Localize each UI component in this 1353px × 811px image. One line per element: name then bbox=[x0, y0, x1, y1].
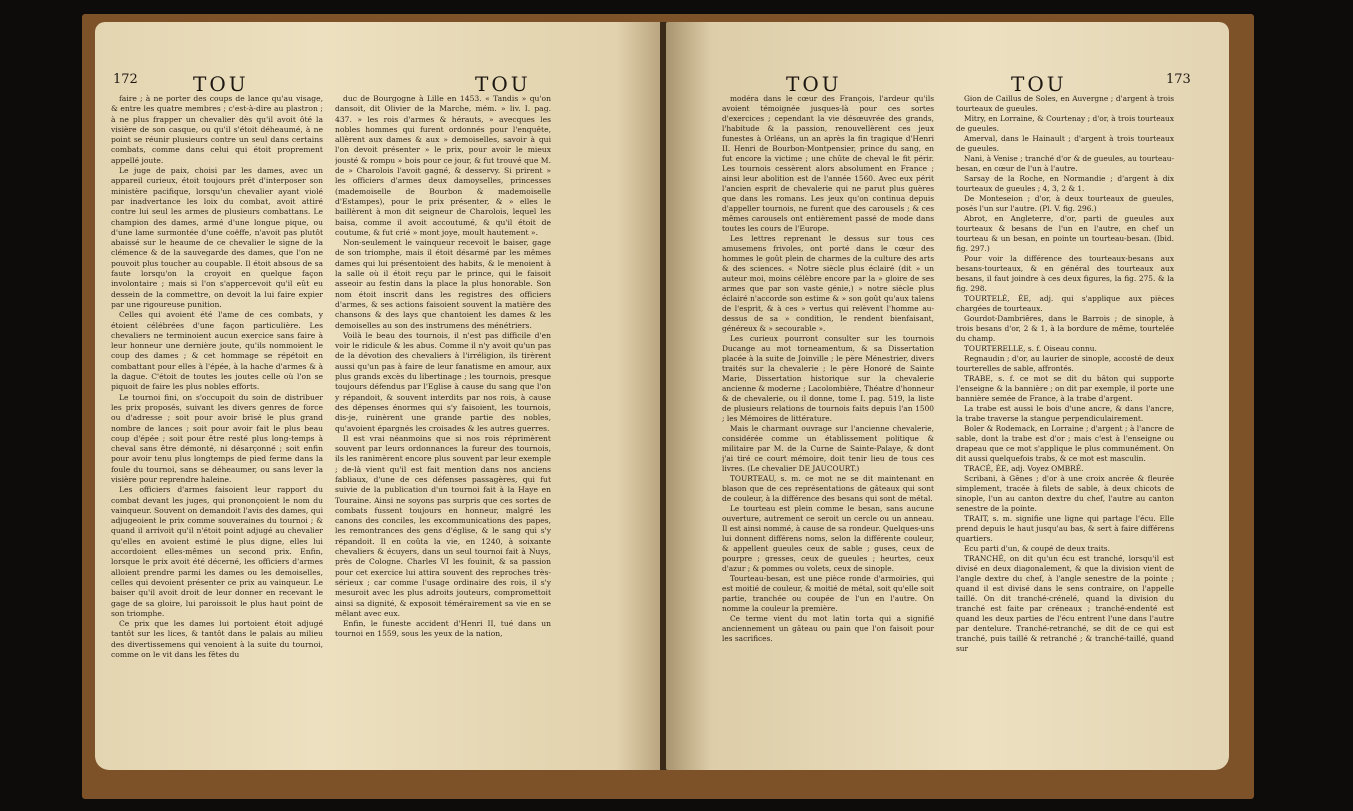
paragraph: Boler & Rodemack, en Lorraine ; d'argent ; à l'ancre de sable, dont la trabe est d'or ; mais c'est à l'enseigne ou drapeau que ce mot s'applique le plus communément. On dit aussi quelquefois trabs, & ce mot est masculin. bbox=[956, 424, 1174, 463]
paragraph: Pour voir la différence des tourteaux-besans aux besans-tourteaux, & en général des tourteaux aux besans, il faut joindre à ces deux figures, la fig. 275. & la fig. 298. bbox=[956, 254, 1174, 293]
paragraph: TOURTELÉ, ÉE, adj. qui s'applique aux pièces chargées de tourteaux. bbox=[956, 294, 1174, 313]
paragraph: Gion de Caillus de Soles, en Auvergne ; d'argent à trois tourteaux de gueules. bbox=[956, 94, 1174, 113]
paragraph: Nani, à Venise ; tranché d'or & de gueules, au tourteau-besan, en cœur de l'un à l'autre. bbox=[956, 154, 1174, 173]
running-head-column: TOU bbox=[475, 72, 531, 96]
paragraph: Gourdot-Dambriêres, dans le Barrois ; de sinople, à trois besans d'or, 2 & 1, à la bordure de même, tourtelée du champ. bbox=[956, 314, 1174, 343]
paragraph: Le tourteau est plein comme le besan, sans aucune ouverture, autrement ce seroit un cercle ou un anneau. Il est ainsi nommé, à cause de sa rondeur. Quelques-uns lui donnent différens noms, selon la différente couleur, & appellent gueules ceux de sable ; guses, ceux de pourpre ; gresses, ceux de gueules ; heurtes, ceux d'azur ; & pommes ou volets, ceux de sinople. bbox=[722, 504, 934, 573]
paragraph: Il est vrai néanmoins que si nos rois réprimèrent souvent par leurs ordonnances la fureur des tournois, ils les ranimèrent encore plus souvent par leur exemple ; de-là vient qu'il est fait mention dans nos anciens fabliaux, d'une de ces défenses passagères, qui fut suivie de la publication d'un tournoi fait à la Haye en Touraine. Ainsi ne soyons pas surpris que ces sortes de combats fussent toujours en honneur, malgré les canons des conciles, les excommunications des papes, les remontrances des gens d'église, & le sang qui s'y répandoit. Il en coûta la vie, en 1240, à soixante chevaliers & écuyers, dans un seul tournoi fait à Nuys, près de Cologne. Charles VI les fouinit, & sa passion pour cet exercice lui attira souvent des reproches très-sérieux ; car comme l'usage ordinaire des rois, il s'y mesuroit avec les plus adroits jouteurs, compromettoit ainsi sa dignité, & exposoit témérairement sa vie en se mêlant avec eux. bbox=[335, 433, 551, 618]
text-column-1 bbox=[111, 94, 323, 734]
paragraph: TOURTERELLE, s. f. Oiseau connu. bbox=[964, 344, 1097, 353]
text-column-1 bbox=[722, 94, 934, 734]
running-head: TOU bbox=[193, 72, 249, 96]
paragraph: Le juge de paix, choisi par les dames, avec un appareil curieux, étoit toujours prêt d'interposer son ministère pacifique, lorsqu'un chevalier ayant violé par inadvertance les loix du combat, avoit attiré contre lui seul les armes de plusieurs combattans. Le champion des dames, armé d'une longue pique, ou d'une lame surmontée d'une coëffe, n'avoit pas plutôt abaissé sur le heaume de ce chevalier le signe de la clémence & de la sauvegarde des dames, que l'on ne pouvoit plus toucher au coupable. Il étoit absous de sa faute lorsqu'on la croyoit en quelque façon involontaire ; mais si l'on s'appercevoit qu'il eût eu dessein de la commettre, on devoit la lui faire expier par une rigoureuse punition. bbox=[111, 166, 323, 309]
paragraph: Non-seulement le vainqueur recevoit le baiser, gage de son triomphe, mais il étoit désarmé par les mêmes dames qui lui présentoient des habits, & le menoient à la salle où il étoit reçu par le prince, qui le faisoit asseoir au festin dans la place la plus honorable. Son nom étoit inscrit dans les registres des officiers d'armes, & ses actions faisoient souvent la matière des chansons & des lays que chantoient les dames & les demoiselles au son des instrumens des ménétriers. bbox=[335, 238, 551, 330]
text-column-2 bbox=[335, 94, 551, 734]
left-page bbox=[95, 22, 662, 770]
paragraph: Mitry, en Lorraine, & Courtenay ; d'or, à trois tourteaux de gueules. bbox=[956, 114, 1174, 133]
paragraph: La trabe est aussi le bois d'une ancre, & dans l'ancre, la trabe traverse la stangue perpendiculairement. bbox=[956, 404, 1174, 423]
paragraph: Celles qui avoient été l'ame de ces combats, y étoient célébrées d'une façon particulière. Les chevaliers ne terminoient aucun exercice sans faire à leur honneur une dernière joute, qu'ils nommoient le coup des dames ; & cet hommage se répétoit en combattant pour elles à l'épée, à la hache d'armes & à la dague. C'étoit de toutes les joutes celle où l'on se piquoit de faire les plus nobles efforts. bbox=[111, 310, 323, 392]
paragraph: Scribani, à Gênes ; d'or à une croix ancrée & fleurée simplement, tracée à filets de sable, à deux chicots de sinople, l'un au canton dextre du chef, l'autre au canton senestre de la pointe. bbox=[956, 474, 1174, 513]
running-head: TOU bbox=[1011, 72, 1067, 96]
right-page bbox=[666, 22, 1229, 770]
paragraph: TRABE, s. f. ce mot se dit du bâton qui supporte l'enseigne & la bannière ; on dit par exemple, il porte une bannière semée de France, à la trabe d'argent. bbox=[956, 374, 1174, 403]
paragraph: Les officiers d'armes faisoient leur rapport du combat devant les juges, qui prononçoient le nom du vainqueur. Souvent on demandoit l'avis des dames, qui adjugeoient le prix comme souveraines du tournoi ; & quand il arrivoit qu'il n'étoit point adjugé au chevalier qu'elles en avoient estimé le plus digne, elles lui accordoient elles-mêmes un second prix. Enfin, lorsque le prix avoit été décerné, les officiers d'armes alloient prendre parmi les dames ou les demoiselles, celles qui devoient présenter ce prix au vainqueur. Le baiser qu'il avoit droit de leur donner en recevant le gage de sa gloire, lui paroissoit le plus haut point de son triomphe. bbox=[111, 485, 323, 618]
paragraph: Voilà le beau des tournois, il n'est pas difficile d'en voir le ridicule & les abus. Comme il n'y avoit qu'un pas de la dévotion des chevaliers à l'irréligion, ils tirèrent aussi qu'un pas à faire de leur fanatisme en amour, aux plus grands excès du libertinage ; les tournois, presque toujours défendus par l'Eglise à cause du sang que l'on y répandoit, & souvent interdits par nos rois, à cause des dépenses énormes qui s'y faisoient, les tournois, dis-je, ruinèrent une grande partie des nobles, qu'avoient épargnés les croisades & les autres guerres. bbox=[335, 330, 551, 433]
paragraph: Tourteau-besan, est une pièce ronde d'armoiries, qui est moitié de couleur, & moitié de métal, soit qu'elle soit partie, tranchée ou coupée de l'un en l'autre. On nomme la couleur la première. bbox=[722, 574, 934, 613]
paragraph: Ce terme vient du mot latin torta qui a signifié anciennement un gâteau ou pain que l'on faisoit pour les sacrifices. bbox=[722, 614, 934, 643]
page-number: 173 bbox=[1166, 72, 1191, 87]
paragraph: Ce prix que les dames lui portoient étoit adjugé tantôt sur les lices, & tantôt dans le palais au milieu des divertissemens qui venoient à la suite du tournoi, comme on le vit dans les fêtes du bbox=[111, 619, 323, 660]
paragraph: Amerval, dans le Hainault ; d'argent à trois tourteaux de gueules. bbox=[956, 134, 1174, 153]
paragraph: De Monteseion ; d'or, à deux tourteaux de gueules, posés l'un sur l'autre. (Pl. V. fig. 296.) bbox=[956, 194, 1174, 213]
paragraph: Les lettres reprenant le dessus sur tous ces amusemens frivoles, ont porté dans le cœur des hommes le goût plein de charmes de la culture des arts & des sciences. « Notre siècle plus éclairé (dit » un auteur moi, moins célèbre encore par la » gloire de ses armes que par son vaste génie,) » notre siècle plus éclairé n'accorde son estime & » son goût qu'aux talens de l'esprit, & à ces » vertus qui relèvent l'homme au-dessus de sa » condition, le rendent bienfaisant, généreux & » secourable ». bbox=[722, 234, 934, 333]
paragraph: Mais le charmant ouvrage sur l'ancienne chevalerie, considérée comme un établissement politique & militaire par M. de la Curne de Sainte-Palaye, & dont j'ai tiré ce court mémoire, doit tenir lieu de tous ces livres. (Le chevalier DE JAUCOURT.) bbox=[722, 424, 934, 473]
paragraph: TRAIT, s. m. signifie une ligne qui partage l'écu. Elle prend depuis le haut jusqu'au bas, & sert à faire différens quartiers. bbox=[956, 514, 1174, 543]
paragraph: Le tournoi fini, on s'occupoit du soin de distribuer les prix proposés, suivant les divers genres de force ou d'adresse ; soit pour avoir brisé le plus grand nombre de lances ; soit pour avoir fait le plus beau coup d'épée ; soit pour être resté plus long-temps à cheval sans être démonté, ni désarçonné ; soit enfin pour avoir tenu plus longtemps de pied ferme dans la foule du tournoi, sans se déheaumer, ou sans lever la visière pour reprendre haleine. bbox=[111, 392, 323, 484]
paragraph: Regnaudin ; d'or, au laurier de sinople, accosté de deux tourterelles de sable, affrontés. bbox=[956, 354, 1174, 373]
text-column-2 bbox=[956, 94, 1174, 734]
paragraph: Abrot, en Angleterre, d'or, parti de gueules aux tourteaux & besans de l'un en l'autre, en chef un tourteau & un besan, en pointe un tourteau-besan. (Ibid. fig. 297.) bbox=[956, 214, 1174, 253]
paragraph: faire ; à ne porter des coups de lance qu'au visage, & entre les quatre membres ; c'est-à-dire au plastron ; à ne plus frapper un chevalier dès qu'il avoit ôté la visière de son casque, ou qu'il s'étoit déheaumé, à ne point se réunir plusieurs contre un seul dans certains combats, comme dans celui qui étoit proprement appellé joute. bbox=[111, 94, 323, 165]
running-head-column: TOU bbox=[786, 72, 842, 96]
page-number: 172 bbox=[113, 72, 138, 87]
paragraph: Les curieux pourront consulter sur les tournois Ducange au mot torneamentum, & sa Dissertation placée à la suite de Joinville ; le père Ménestrier, divers traités sur la chevalerie ; le père Honoré de Sainte Marie, Dissertation historique sur la chevalerie ancienne & moderne ; Lacolombière, Théatre d'honneur & de chevalerie, ou il donne, tome I. pag. 519, la liste de plusieurs relations de tournois faits depuis l'an 1500 ; les Mémoires de littérature. bbox=[722, 334, 934, 423]
paragraph: TRACÉ, ÉE, adj. Voyez OMBRÉ. bbox=[964, 464, 1084, 473]
paragraph: modéra dans le cœur des François, l'ardeur qu'ils avoient témoignée jusques-là pour ces sortes d'exercices ; cependant la vie désœuvrée des grands, l'habitude & la passion, renouvellèrent ces jeux funestes à Orléans, un an après la fin tragique d'Henri II. Henri de Bourbon-Montpensier, prince du sang, en fut encore la victime ; une chûte de cheval le fit périr. Les tournois cessèrent alors absolument en France ; ainsi leur abolition est de l'année 1560. Avec eux périt l'ancien esprit de chevalerie qui ne parut plus guères que dans les romans. Les jeux qu'on continua depuis d'appeller tournois, ne furent que des carousels ; & ces mêmes carousels ont entièrement passé de mode dans toutes les cours de l'Europe. bbox=[722, 94, 934, 233]
paragraph: duc de Bourgogne à Lille en 1453. « Tandis » qu'on dansoit, dit Olivier de la Marche, mém. » liv. I. pag. 437. » les rois d'armes & hérauts, » avecques les nobles hommes qui furent ordonnés pour l'enquête, allèrent aux dames & aux » demoiselles, savoir à qui l'on devoit présenter » le prix, pour avoir le mieux jousté & rompu » bois pour ce jour, & fut trouvé que M. de » Charolois l'avoit gagné, & desservy. Si prirent » les officiers d'armes deux damoyselles, princesses (mademoiselle de Bourbon & mademoiselle d'Estampes), pour le prix présenter, & » elles le baillèrent à mon dit seigneur de Charolois, lequel les baisa, comme il avoit accoutumé, & qu'il étoit de coutume, & fut crié » mont joye, moult hautement ». bbox=[335, 94, 551, 237]
paragraph: Sarsay de la Roche, en Normandie ; d'argent à dix tourteaux de gueules ; 4, 3, 2 & 1. bbox=[956, 174, 1174, 193]
paragraph: Enfin, le funeste accident d'Henri II, tué dans un tournoi en 1559, sous les yeux de la nation, bbox=[335, 619, 551, 639]
paragraph: TOURTEAU, s. m. ce mot ne se dit maintenant en blason que de ces représentations de gâteaux qui sont de couleur, à la différence des besans qui sont de métal. bbox=[722, 474, 934, 503]
paragraph: TRANCHÉ, on dit qu'un écu est tranché, lorsqu'il est divisé en deux diagonalement, & que la division vient de l'angle dextre du chef, à l'angle senestre de la pointe ; quand il est divisé dans le sens contraire, on l'appelle taillé. On dit tranché-crénelé, quand la division du tranché est faite par créneaux ; tranché-endenté est quand les deux parties de l'écu entrent l'une dans l'autre par dentelure. Tranché-retranché, se dit de ce qui est tranché, puis taillé & retranché ; & tranché-taillé, quand sur bbox=[956, 554, 1174, 653]
paragraph: Ecu parti d'un, & coupé de deux traits. bbox=[964, 544, 1110, 553]
